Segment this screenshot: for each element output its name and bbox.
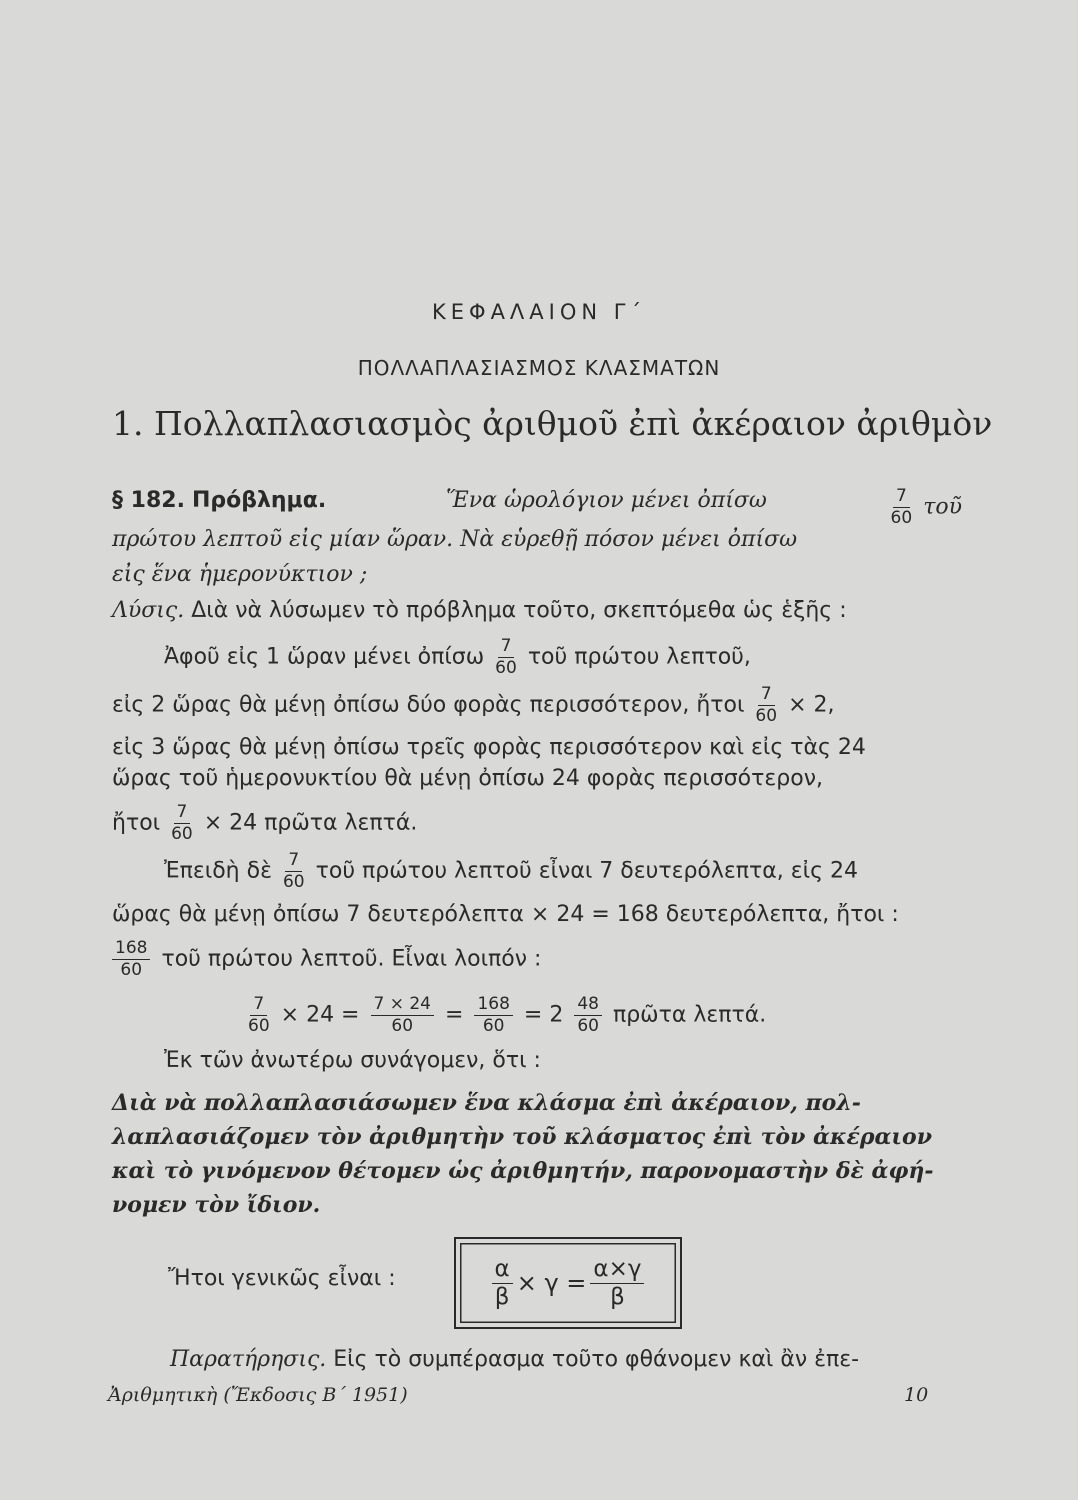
fraction-7-60: [755, 686, 777, 725]
fraction-denominator: 60: [248, 1016, 270, 1036]
problem-line-1: [112, 488, 962, 527]
solution-line-5: [112, 804, 962, 843]
formula-times-g: × γ =: [516, 1269, 587, 1297]
fraction-7-60: [171, 804, 193, 843]
solution-line-1: [164, 638, 962, 677]
fraction-7-60: [891, 488, 913, 527]
problem-line-3: εἰς ἕνα ἡμερονύκτιον ;: [112, 562, 368, 587]
solution-text-8: τοῦ πρώτου λεπτοῦ. Εἶναι λοιπόν :: [161, 946, 542, 972]
observation-label: Παρατήρησις.: [170, 1347, 327, 1372]
fraction-7-60: [248, 996, 270, 1035]
fraction-numerator: 168: [112, 940, 150, 960]
fraction-denominator: 60: [755, 706, 778, 726]
problem-line-2: πρώτου λεπτοῦ εἰς μίαν ὥραν. Νὰ εὑρεθῇ πόσον μένει ὀπίσω: [112, 527, 798, 552]
rule-line-4: νομεν τὸν ἴδιον.: [112, 1192, 321, 1218]
solution-intro: Διὰ νὰ λύσωμεν τὸ πρόβλημα τοῦτο, σκεπτόμεθα ὡς ἑξῆς :: [191, 598, 847, 623]
general-formula-box: [454, 1237, 682, 1329]
fraction-denominator: 60: [391, 1016, 414, 1036]
page-number: 10: [904, 1384, 929, 1406]
problem-label: Πρόβλημα.: [191, 488, 327, 513]
paragraph-number: § 182.: [112, 488, 185, 513]
equation-equals-2: = 2: [523, 1002, 564, 1028]
solution-text-1b: τοῦ πρώτου λεπτοῦ,: [527, 644, 751, 670]
fraction-48-60: [574, 996, 602, 1035]
solution-text-2b: × 2,: [788, 692, 835, 718]
fraction-a-b: [492, 1255, 513, 1310]
solution-line-3: εἰς 3 ὥρας θὰ μένῃ ὀπίσω τρεῖς φορὰς περισσότερον καὶ εἰς τὰς 24: [112, 735, 866, 760]
fraction-denominator: β: [610, 1283, 625, 1310]
solution-text-6b: τοῦ πρώτου λεπτοῦ εἶναι 7 δευτερόλεπτα, εἰς 24: [315, 858, 859, 884]
fraction-denominator: 60: [282, 872, 305, 892]
fraction-numerator: 7: [498, 638, 515, 658]
fraction-numerator: 7: [174, 804, 191, 824]
problem-text-1a: Ἕνα ὡρολόγιον μένει ὀπίσω: [445, 488, 767, 513]
solution-text-6a: Ἐπειδὴ δὲ: [164, 858, 272, 884]
fraction-168-60: [474, 996, 512, 1035]
solution-line-4: ὥρας τοῦ ἡμερονυκτίου θὰ μένῃ ὀπίσω 24 φορὰς περισσότερον,: [112, 766, 823, 791]
fraction-numerator: 48: [574, 996, 602, 1016]
fraction-7-60: [283, 852, 305, 891]
fraction-numerator: 168: [474, 996, 512, 1016]
equation-equals: =: [445, 1002, 464, 1028]
fraction-denominator: β: [494, 1283, 510, 1310]
fraction-168-60: [112, 940, 150, 979]
solution-line-8: [112, 940, 962, 979]
footer-book: Ἀριθμητικὴ (Ἔκδοσις Β΄ 1951): [108, 1384, 408, 1406]
fraction-denominator: 60: [890, 508, 913, 528]
fraction-7-60: [495, 638, 517, 677]
equation-times-24: × 24 =: [280, 1002, 360, 1028]
fraction-numerator: 7: [893, 488, 910, 508]
solution-text-2a: εἰς 2 ὥρας θὰ μένῃ ὀπίσω δύο φορὰς περισσότερον, ἤτοι: [112, 692, 745, 718]
fraction-numerator: α: [492, 1258, 513, 1284]
solution-intro-line: [112, 598, 962, 623]
fraction-numerator: 7: [285, 852, 302, 872]
rule-line-1: Διὰ νὰ πολλαπλασιάσωμεν ἕνα κλάσμα ἐπὶ ἀκέραιον, πολ-: [112, 1090, 861, 1116]
fraction-numerator: α×γ: [590, 1258, 644, 1284]
fraction-numerator: 7 × 24: [371, 996, 435, 1016]
fraction-denominator: 60: [482, 1016, 505, 1036]
solution-text-5a: ἤτοι: [112, 810, 161, 836]
equation-line: [244, 996, 944, 1035]
solution-line-2: [112, 686, 962, 725]
solution-label: Λύσις.: [112, 598, 185, 623]
fraction-denominator: 60: [171, 824, 193, 844]
chapter-heading: ΚΕΦΑΛΑΙΟΝ Γ΄: [432, 300, 646, 324]
rule-line-3: καὶ τὸ γινόμενον θέτομεν ὡς ἀριθμητήν, παρονομαστὴν δὲ ἀφή-: [112, 1158, 934, 1184]
observation-line: [170, 1347, 962, 1372]
fraction-numerator: 7: [758, 686, 775, 706]
fraction-7x24-60: [371, 996, 435, 1035]
fraction-denominator: 60: [577, 1016, 599, 1036]
fraction-denominator: 60: [120, 960, 143, 980]
problem-text-1b: τοῦ: [923, 494, 962, 520]
conclusion-intro: Ἐκ τῶν ἀνωτέρω συνάγομεν, ὅτι :: [164, 1048, 541, 1073]
equation-end: πρῶτα λεπτά.: [612, 1002, 767, 1028]
fraction-ag-b: [590, 1255, 644, 1310]
fraction-numerator: 7: [250, 996, 267, 1016]
fraction-denominator: 60: [495, 658, 517, 678]
observation-text: Εἰς τὸ συμπέρασμα τοῦτο φθάνομεν καὶ ἂν ἐπε-: [333, 1347, 860, 1372]
solution-text-5b: × 24 πρῶτα λεπτά.: [203, 810, 418, 836]
solution-text-1a: Ἀφοῦ εἰς 1 ὥραν μένει ὀπίσω: [164, 644, 485, 670]
general-label: Ἤτοι γενικῶς εἶναι :: [168, 1266, 396, 1291]
subsection-title: 1. Πολλαπλασιασμὸς ἀριθμοῦ ἐπὶ ἀκέραιον ἀριθμὸν: [112, 404, 993, 443]
solution-line-7: ὥρας θὰ μένῃ ὀπίσω 7 δευτερόλεπτα × 24 = 168 δευτερόλεπτα, ἤτοι :: [112, 902, 899, 927]
section-heading: ΠΟΛΛΑΠΛΑΣΙΑΣΜΟΣ ΚΛΑΣΜΑΤΩΝ: [357, 356, 721, 380]
rule-line-2: λαπλασιάζομεν τὸν ἀριθμητὴν τοῦ κλάσματος ἐπὶ τὸν ἀκέραιον: [112, 1124, 932, 1150]
solution-line-6: [164, 852, 962, 891]
